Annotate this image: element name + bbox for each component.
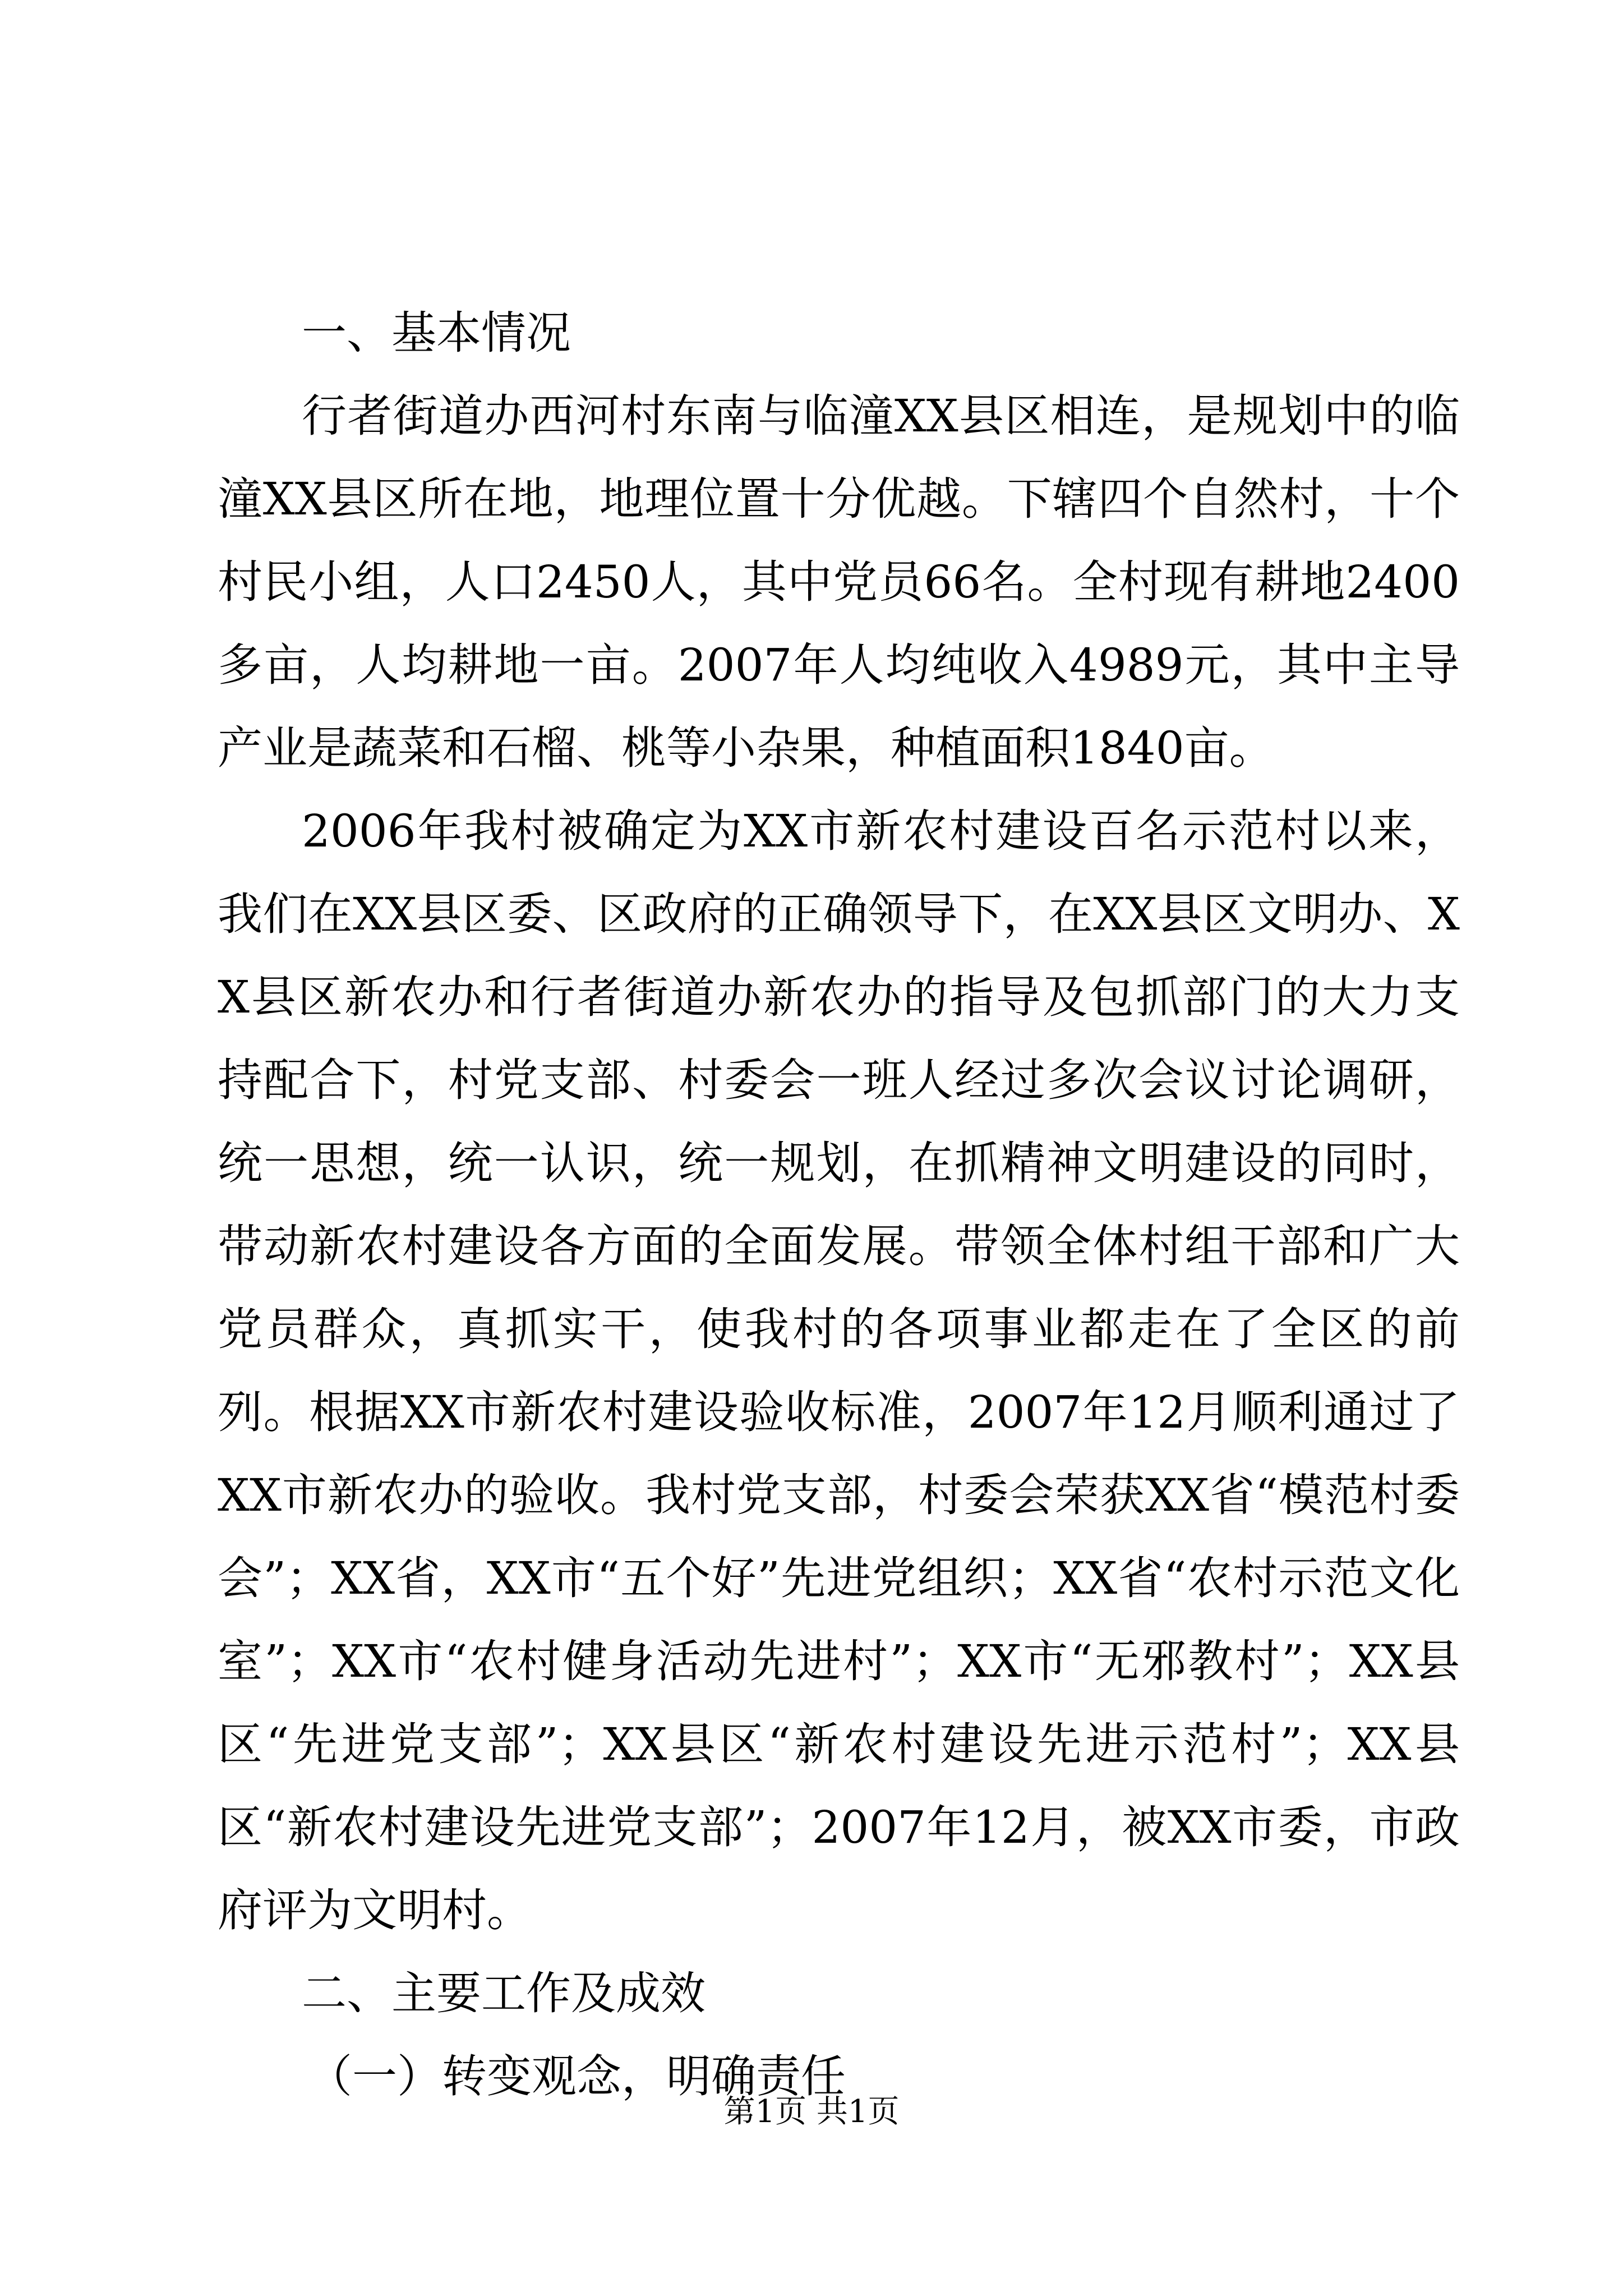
paragraph-demonstration-village: 2006年我村被确定为XX市新农村建设百名示范村以来，我们在XX县区委、区政府的正确领导下，在XX县区文明办、XX县区新农办和行者街道办新农办的指导及包抓部门的大力支持配合下，村党支部、村委会一班人经过多次会议讨论调研，统一思想，统一认识，统一规划，在抓精神文明建设的同时，带动新农村建设各方面的全面发展。带领全体村组干部和广大党员群众，真抓实干，使我村的各项事业都走在了全区的前列。根据XX市新农村建设验收标准，2007年12月顺利通过了XX市新农办的验收。我村党支部，村委会荣获XX省“模范村委会”；XX省，XX市“五个好”先进党组织；XX省“农村示范文化室”；XX市“农村健身活动先进村”；XX市“无邪教村”；XX县区“先进党支部”；XX县区“新农村建设先进示范村”；XX县区“新农村建设先进党支部”；2007年12月，被XX市委，市政府评为文明村。 — [218, 805, 1460, 1936]
page-number-footer: 第1页 共1页 — [723, 2093, 900, 2130]
document-body — [218, 292, 1460, 2118]
section-heading-main-work: 二、主要工作及成效 — [302, 1967, 706, 2019]
section-heading-basic-situation: 一、基本情况 — [302, 307, 571, 359]
subsection-heading-change-concepts: （一）转变观念，明确责任 — [307, 2050, 846, 2102]
paragraph-village-overview: 行者街道办西河村东南与临潼XX县区相连，是规划中的临潼XX县区所在地，地理位置十分优越。下辖四个自然村，十个村民小组，人口2450人，其中党员66名。全村现有耕地2400多亩，人均耕地一亩。2007年人均纯收入4989元，其中主导产业是蔬菜和石榴、桃等小杂果，种植面积1840亩。 — [218, 390, 1460, 774]
